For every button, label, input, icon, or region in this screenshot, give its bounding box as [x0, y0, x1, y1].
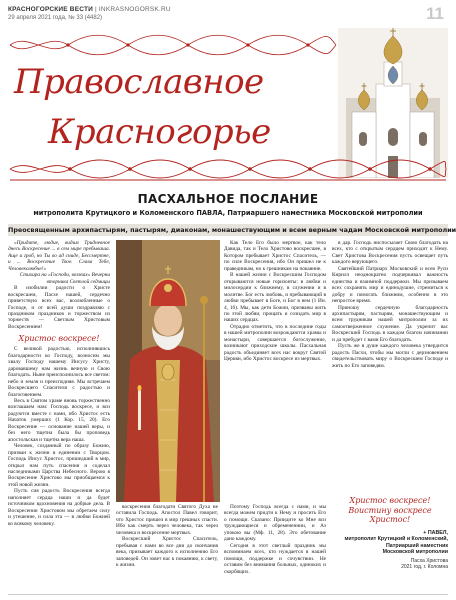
- closing-line-1: Христос воскресе!: [349, 496, 431, 505]
- paragraph: Святейший Патриарх Московский и всея Руси Кирилл неоднократно подчеркивал важность единства и взаимной поддержки. Мы призываем всех сохранять мир и единодушие, стремиться к добру и помогать ближним, особенно в это непростое время.: [332, 265, 448, 305]
- masthead-title-line1: Православное: [14, 62, 264, 102]
- paragraph: В изобилии радости о Христе воскресшем, Пасхе нашей, сердечно приветствую всех вас, возлюбленные о Господе, и от всей души поздравляю с праздником праздников и торжеством из торжеств — Светлым Христовым Воскресением!: [8, 285, 110, 330]
- paragraph: Сегодня в этот светлый праздник мы вспоминаем всех, кто нуждается в нашей помощи, поддержке и сочувствии. Не оставим без внимания больных, одиноких и скорбящих.: [224, 542, 326, 575]
- page-number: 11: [426, 4, 444, 23]
- closing-line-2: Воистину воскресе: [348, 505, 432, 515]
- signature-title-1: митрополит Крутицкий и Коломенский,: [344, 536, 448, 543]
- paragraph: В нашей жизни с Воскресшим Господом открываются новые горизонты: в любви и милосердии к ближнему, в служении и в молитве. Бог есть любовь, и пребывающий в любви пребывает в Боге, и Бог в нем (1 Ин. 4, 16). Мы, как дети Божии, призваны жить по этой любви, прощать и созидать мир в наших сердцах.: [224, 272, 326, 324]
- signature-title-2: Патриарший наместник: [385, 542, 448, 549]
- article-column-3-lower: [224, 504, 326, 590]
- article-headline-block: [8, 192, 448, 217]
- address-line: Преосвященным архипастырям, пастырям, диаконам, монашествующим и всем верным чадам Московской митрополии: [8, 226, 456, 234]
- paragraph: Поэтому Господь всегда с нами, и мы всегда можем придти к Нему и просить Его о помощи. Сказано: Приидите ко Мне вси труждающиеся и обремененнии, и Аз упокою вы (Мф. 11, 28). Это обетование дано каждому.: [224, 504, 326, 543]
- signature-place: 2021 год, г. Коломна: [401, 564, 448, 571]
- page-divider: [8, 594, 448, 595]
- website-link[interactable]: | INKRASNOGORSK.RU: [95, 6, 171, 13]
- epigraph-source: Стихира на «Господи, воззвах» Вечерни вторника Светлой седмицы: [19, 272, 110, 285]
- closing-greeting: [332, 496, 448, 525]
- masthead: [8, 28, 448, 186]
- article-column-2: [224, 240, 326, 502]
- article-column-1: [8, 240, 110, 590]
- paragraph: Весь в Святом храме вновь торжественно возглашаем нам: Господь воскресе, и вси радуются вместе с нами, ибо Христос есть Начаток умерших (1 Кор. 15, 20). Его Воскресение — основание нашей веры, и без него тщетна была бы проповедь апостольская и тщетна вера наша.: [8, 397, 110, 443]
- signature-occasion: Пасха Христова: [410, 558, 448, 565]
- metropolitan-portrait-icon: [116, 240, 220, 502]
- paragraph: Воскресший Христос Спаситель, пребывая с нами во все дни до скончания века, призывает каждого к исполнению Его заповедей. Он зовет нас к покаянию, к свету, к жизни.: [116, 536, 218, 569]
- paragraph: Как Тело Его было мертвое, как тело Давида, так и Тело Христово воскресшее, в Котором пребывает Христос Спаситель, — по силе Воскресения, ибо Он пришел не к праведникам, но к грешникам на покаяние.: [224, 240, 326, 272]
- masthead-title-line2: Красногорье: [48, 112, 271, 152]
- paragraph: в дар. Господь ниспосылает Свою благодать на всех, кто с открытым сердцем приходит к Нему. Свет Христова Воскресения пусть освещает путь каждого верующего.: [332, 240, 448, 266]
- paragraph: Приношу сердечную благодарность архипастырям, пастырям, монашествующим и всем трудникам нашей митрополии за их самоотверженное служение. Да укрепит вас Воскресший Господь в каждом благом начинании и да пребудет с вами Его благодать.: [332, 304, 448, 343]
- paragraph: Пусть же в душе каждого человека утвердится радость Пасхи, чтобы мы могли с дерзновением свидетельствовать миру о Воскресшем Господе и жить по Его заповедям.: [332, 343, 448, 369]
- greeting-heading: Христос воскресе!: [18, 334, 100, 344]
- epigraph: «Придите, людие, видим Тридневное днесь Воскресение ... в сем мире пребываша. Аще и гроб, но Ты во ад сниде, Бессмертне, и ... Воскресение Твое. Слава Тебе, Человеколюбче!»: [8, 240, 110, 272]
- signature-block: [332, 530, 448, 571]
- newspaper-title: КРАСНОГОРСКИЕ ВЕСТИ: [8, 6, 94, 13]
- paragraph: Человек, созданный по образу Божию, призван к жизни в единении с Творцом. Господь Иисус Христос, пришедший в мир, открыл нам путь спасения и соделал наследниками Царства Небесного. Верою в Воскресение Христово мы приобщаемся к этой новой жизни.: [8, 443, 110, 488]
- address-band: [8, 224, 456, 236]
- paragraph: Отрадно отметить, что в последние годы в нашей митрополии возрождаются храмы и монастыри, совершается богослужение, возникают приходские школы. Пасхальная радость объединяет всех нас вокруг Святой Церкви, ибо Христос воскресе из мертвых.: [224, 323, 326, 363]
- closing-line-3: Христос!: [369, 515, 411, 524]
- ornament-top-icon: [8, 30, 338, 60]
- paragraph: С великой радостью, исполнившись благодарности ко Господу, возносим мы хвалу Господу нашему Иисусу Христу, даровавшему нам жизнь вечную и Свою благодать. Ныне преисполнилось все светом: небо и земля и преисподняя. Мы встречаем Воскресшего Спасителя с радостью и благоговением.: [8, 346, 110, 398]
- issue-date: 29 апреля 2021 года, № 33 (4482): [8, 15, 103, 21]
- article-column-2-lower: [116, 504, 218, 590]
- signature-name: + ПАВЕЛ,: [423, 530, 448, 536]
- paragraph: воскресения благодати Святого Духа не оставила Господь. Апостол Павел говорит, что Христос пришел в мир грешных спасти. Ибо как смерть через человека, так через человека и воскресение мертвых.: [116, 504, 218, 536]
- signature-title-3: Московской митрополии: [382, 548, 448, 555]
- ornament-bottom-icon: [8, 156, 448, 182]
- article-subheadline: митрополита Крутицкого и Коломенского ПАВЛА, Патриаршего наместника Московской митрополии: [33, 209, 423, 217]
- metropolitan-photo: [116, 240, 220, 502]
- article-headline: ПАСХАЛЬНОЕ ПОСЛАНИЕ: [137, 192, 319, 206]
- paragraph: Пусть сия радость Воскресения всегда наполняет сердца наши и да будет источником вдохновения на добрые дела. В Воскресении Христовом мы обретаем силу и утешение, и сила эта — в любви Божией ко всякому человеку.: [8, 488, 110, 527]
- newspaper-name: [8, 6, 171, 13]
- page-header: [8, 4, 448, 26]
